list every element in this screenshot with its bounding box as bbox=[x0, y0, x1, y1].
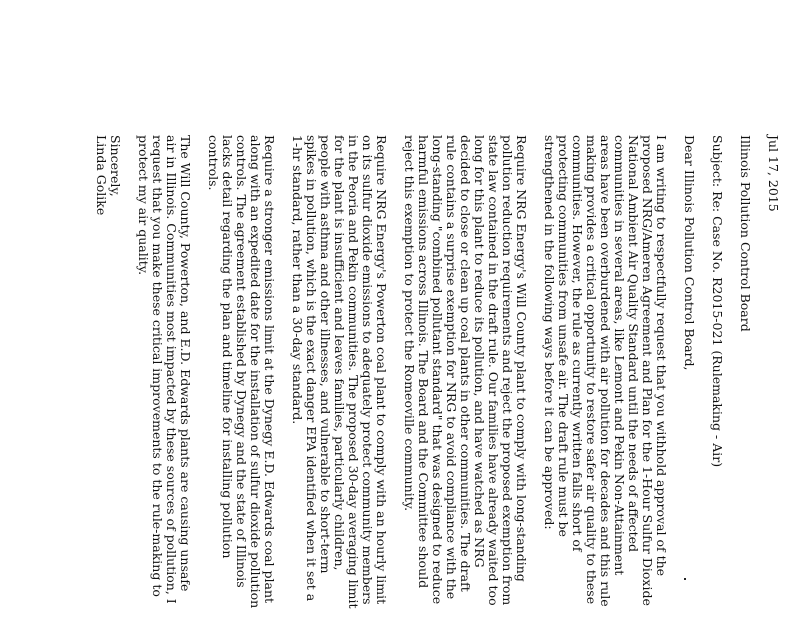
letter-subject: Subject: Re: Case No. R2015-021 (Rulemaking - Air) bbox=[710, 135, 725, 468]
letter-date: Jul 17, 2015 bbox=[766, 135, 781, 212]
letter-closing: Sincerely, bbox=[108, 135, 123, 197]
letter-paragraph: I am writing to respectfully request that you withhold approval of the proposed NRG/Ameren Agreement and Plan for the 1-Hour Sulfur Dioxide National Ambient Air Quality Standard until the needs of affected communities in several areas, like Lemont and Pekin Non-Attainment areas have been overburdened with air pollution for decades and this rule making provides a critical opportunity to restore safer air quality to these communities. However, the rule as currently written falls short of protecting communities from unsafe air. The draft rule must be strengthened in the following ways before it can be approved: bbox=[542, 135, 669, 607]
letter-recipient: Illinois Pollution Control Board bbox=[738, 135, 753, 332]
letter-body bbox=[80, 10, 780, 610]
letter-signature: Linda Golike bbox=[94, 135, 109, 216]
letter-paragraph: Require NRG Energy's Powerton coal plant to comply with an hourly limit on its sulfur dioxide emissions to adequately protect community members in the Peoria and Pekin communities. The proposed 30-day averaging limit for the plant is insufficient and leaves families, particularly children, people with asthma and other illnesses, and vulnerable to short-term spikes in pollution, which is the exact danger EPA identified when it set a 1-hr standard, rather than a 30-day standard. bbox=[290, 135, 389, 609]
letter-paragraph: Require a stronger emissions limit at the Dynegy E.D. Edwards coal plant along with an expedited date for the installation of sulfur dioxide pollution controls. The agreement established by Dynegy and the state of Illinois lacks detail regarding the plan and timeline for installing pollution controls. bbox=[206, 135, 277, 609]
letter-paragraph: The Will County, Powerton, and E.D. Edwards plants are causing unsafe air in Illinois. Communities most impacted by these sources of pollution, I request that you make these critical improvements to the rule-making to protect my air quality. bbox=[136, 135, 193, 604]
letter-paragraph: Require NRG Energy's Will County plant to comply with long-standing pollution reduction requirements and reject the proposed exemption from state law contained in the draft rule. Our families have already waited too long for this plant to reduce its pollution, and have watched as NRG decided to close or clean up coal plants in other communities. The draft rule contains a surprise exemption for NRG to avoid compliance with the long-standing "combined pollutant standard" that was designed to reduce harmful emissions across Illinois. The Board and the Committee should reject this exemption to protect the Romeoville community. bbox=[402, 135, 529, 606]
scan-speck bbox=[684, 578, 686, 580]
letter-greeting: Dear Illinois Pollution Control Board, bbox=[682, 135, 697, 371]
